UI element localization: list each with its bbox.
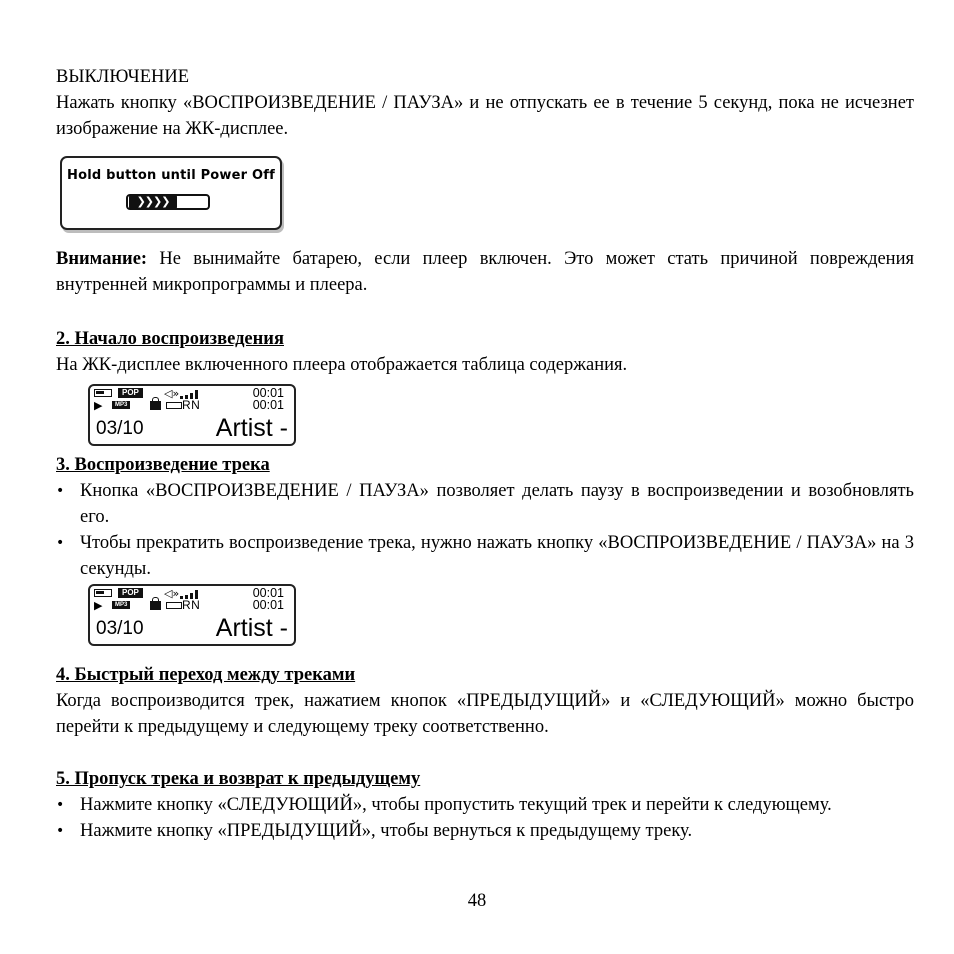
battery-icon — [94, 389, 112, 397]
power-off-section — [56, 64, 914, 142]
list-item: • Кнопка «ВОСПРОИЗВЕДЕНИЕ / ПАУЗА» позволяет делать паузу в воспроизведении и возобновлять его. — [56, 478, 914, 530]
play-icon: ▶ — [94, 599, 103, 612]
section-5-heading: 5. Пропуск трека и возврат к предыдущему — [56, 769, 421, 789]
eq-icon — [166, 602, 182, 609]
section-2-text: На ЖК-дисплее включенного плеера отображается таблица содержания. — [56, 355, 628, 375]
lcd-power-off-message: Hold button until Power Off — [67, 168, 275, 183]
lcd-display-1 — [88, 384, 296, 446]
section-2-heading: 2. Начало воспроизведения — [56, 329, 284, 349]
play-icon: ▶ — [94, 399, 103, 412]
section-5 — [56, 766, 914, 844]
list-item: • Нажмите кнопку «ПРЕДЫДУЩИЙ», чтобы вернуться к предыдущему треку. — [56, 818, 914, 844]
format-badge: MP3 — [112, 601, 130, 609]
section-3-heading: 3. Воспроизведение трека — [56, 455, 270, 475]
repeat-mode: RN — [182, 598, 201, 612]
elapsed-time: 00:01 — [252, 586, 284, 600]
section-4-heading: 4. Быстрый переход между треками — [56, 665, 356, 685]
progress-arrows-icon: ❯❯❯❯ — [129, 195, 177, 209]
bullet-icon: • — [56, 823, 65, 839]
artist-name: Artist - — [215, 614, 288, 642]
format-badge: MP3 — [112, 401, 130, 409]
warning-label: Внимание: — [56, 249, 148, 269]
power-off-text: Нажать кнопку «ВОСПРОИЗВЕДЕНИЕ / ПАУЗА» и не отпускать ее в течение 5 секунд, пока не исчезнет изображение на ЖК-дисплее. — [56, 93, 914, 139]
elapsed-time: 00:01 — [252, 386, 284, 400]
section-4 — [56, 662, 914, 740]
track-counter: 03/10 — [96, 618, 144, 639]
list-item: • Чтобы прекратить воспроизведение трека, нужно нажать кнопку «ВОСПРОИЗВЕДЕНИЕ / ПАУЗА» на 3 секунды. — [56, 530, 914, 582]
power-off-title: ВЫКЛЮЧЕНИЕ — [56, 67, 190, 87]
repeat-mode: RN — [182, 398, 201, 412]
battery-icon — [94, 589, 112, 597]
bullet-icon: • — [56, 535, 65, 551]
lock-icon — [150, 601, 161, 610]
eq-icon — [166, 402, 182, 409]
lock-icon — [150, 401, 161, 410]
section-4-text: Когда воспроизводится трек, нажатием кнопок «ПРЕДЫДУЩИЙ» и «СЛЕДУЮЩИЙ» можно быстро перейти к предыдущему и следующему треку соответственно. — [56, 691, 914, 737]
genre-badge: POP — [118, 588, 143, 598]
bullet-icon: • — [56, 483, 65, 499]
section-2 — [56, 326, 914, 378]
artist-name: Artist - — [215, 414, 288, 442]
volume-icon: ◁» — [164, 387, 180, 400]
page-number: 48 — [467, 891, 487, 911]
power-off-lcd — [60, 156, 282, 230]
total-time: 00:01 — [252, 598, 284, 612]
section-3 — [56, 452, 914, 582]
lcd-display-2 — [88, 584, 296, 646]
warning-note — [56, 246, 914, 298]
total-time: 00:01 — [252, 398, 284, 412]
section-3-list — [56, 478, 914, 582]
genre-badge: POP — [118, 388, 143, 398]
bullet-icon: • — [56, 797, 65, 813]
warning-text: Не вынимайте батарею, если плеер включен. Это может стать причиной повреждения внутренней микропрограммы и плеера. — [56, 249, 914, 295]
volume-icon: ◁» — [164, 587, 180, 600]
section-5-list — [56, 792, 914, 844]
power-off-progress-bar — [126, 194, 210, 210]
list-item: • Нажмите кнопку «СЛЕДУЮЩИЙ», чтобы пропустить текущий трек и перейти к следующему. — [56, 792, 914, 818]
track-counter: 03/10 — [96, 418, 144, 439]
